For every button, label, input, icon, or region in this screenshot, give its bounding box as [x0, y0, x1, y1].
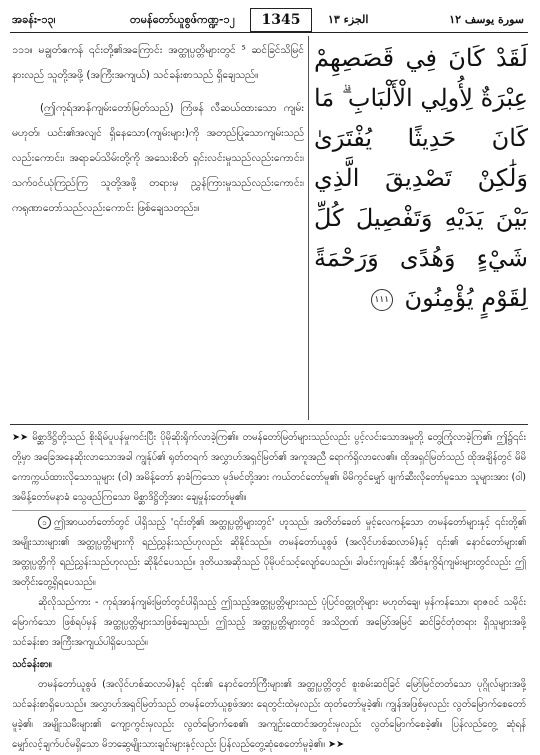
note-number-marker: ၁	[38, 516, 51, 529]
page-number: 1345	[250, 8, 312, 32]
ayah-number-marker: ١١١	[371, 289, 393, 311]
translation-continuation: (ဤကုရ်အာန်ကျမ်းတော်မြတ်သည်) ကြံဖန် လီဆယ်ထားသော ကျမ်းမဟုတ်၊ ယင်း၏အလျင် ရှိနေသော(ကျမ်းများ)ကို အတည်ပြုသောကျမ်းသည် လည်းကောင်း၊ အရာခပ်သိမ်းတို့ကို အသေးစိတ် ရှင်းလင်းမှုသည်လည်းကောင်း၊ သက်ဝင်ယုံကြည်ကြ သူတို့အဖို့ တရားမှ ညွှန်ကြားမှုသည်လည်းကောင်း၊ ကရုဏာတော်သည်လည်းကောင်း ဖြစ်ချေသတည်း။	[12, 102, 304, 214]
footnote-2: ဆိုလိုသည်ကား - ကုရ်အာန်ကျမ်းမြတ်တွင်ပါရှိသည့် ဤသည့်အတ္ထုပ္ပတ္တိများသည် ပုံပြင်ဝတ္ထုတိုများ မဟုတ်ချေ၊ မှန်ကန်သော၊ ရာဇဝင် သမိုင်းမြောက်သော ဖြစ်ရပ်မှန် အတ္ထုပ္ပတ္တိများသာဖြစ်ချေသည်၊ ဤသည့် အတ္ထုပ္ပတ္တိများတွင် အသိဉာဏ် အမြော်အမြင် ဆင်ခြင်တုံတရား ရှိသူများအဖို့ သင်ခန်းစာ အကြီးအကျယ်ပါရှိပေသည်။	[12, 597, 526, 648]
book-title: တမန်တော်ယူစွဖ်ကဏ္ဍ-၁၂	[130, 13, 236, 26]
footnotes	[12, 428, 526, 755]
footnote-1	[12, 513, 526, 593]
translation-verse: ၁၁၁။ မချွတ်ဧကန် ၎င်းတို့၏အကြောင်း အတ္ထုပ္ပတ္တိများတွင် ⁵ ဆင်ခြင်သိမြင် နားလည် သူတို့အဖို့ (အကြီးအကျယ်) သင်ခန်းစာသည် ရှိချေသည်။	[12, 44, 304, 81]
surah-label: سورة يوسف ١٢	[449, 13, 524, 26]
footnote-1-text: ဤအာယတ်တော်တွင် ပါရှိသည့် '၎င်းတို့၏ အတ္ထုပ္ပတ္တိများတွင်' ဟူသည်၊ အတိတ်ခေတ် မှုင့်လေကန့်သော တမန်တော်များနှင့် ၎င်းတို့၏ အမျိုးသားများ၏ အတ္ထုပ္ပတ္တိများကို ရည်ညွှန်းသည်ဟုလည်း ဆိုနိုင်သည်။ တမန်တော်ယူစွဖ် (အလိုင်ဟစ်ဆလာမ်)နှင့် ၎င်း၏ နောင်တော်များ၏ အတ္ထုပ္ပတ္တိကို ရည်ညွှန်းသည်ဟုလည်း ဆိုနိုင်ပေသည်။ ဒုတိယအဆိုသည် ပိုမိုပင်သင့်လျော်ပေသည်။ ခါဖင်းကျမ်းနှင့် အီဗ်နုကွိရ်ကျမ်းများတွင်လည်း ဤအတိုင်းတွေ့ရှိရပေသည်။	[12, 517, 526, 588]
translation-column	[12, 38, 304, 221]
lesson-text: တမန်တော်ယူစွဖ် (အလိုင်ဟစ်ဆလာမ်)နှင့် ၎င်း၏ နောင်တော်ကြီးများ၏ အတ္ထုပ္ပတ္တိတွင် စူးစမ်းဆင်ခြင် မြော်မြင်တတ်သော ပုဂ္ဂိုလ်များအဖို့ သင်ခန်းစာရှိပေသည်။ အလွှာဟ်အရှင်မြတ်သည် တမန်တော်ယူစွဖ်အား ရေတွင်းထဲမှလည်း ထုတ်တော်မူခဲ့၏၊ ကျွန်အဖြစ်မှလည်း လွတ်မြောက်စေတော်မူခဲ့၏၊ အမျိုးသမီးများ၏ ကျော့ကွင်းမှလည်း လွတ်မြောက်စေ၏၊ အကျဉ်းထောင်အတွင်းမှလည်း လွတ်မြောက်စေခဲ့၏။ ပြန်လည်တွေ့ ဆုံရန် မျှော်လင့်ချက်ပင်မရှိသော မိဘဆွေမျိုးသားချင်းများနှင့်လည်း ပြန်လည်တွေ့ဆုံစေတော်မူခဲ့၏။ ➤➤	[12, 679, 526, 750]
header-rule	[10, 32, 528, 33]
section-rule	[10, 424, 528, 425]
juz-label: الجزء ١٣	[328, 13, 369, 26]
page-header	[10, 8, 528, 32]
arabic-verse	[314, 38, 528, 380]
intro-note: ➤➤ မိစ္ဆာဒိဋ္ဌိတို့သည် စိုးရိမ်ပူပန်မှုကင်းပြီး ပိုမိုဆိုးရိုက်လာခဲ့ကြ၏။ တမန်တော်မြတ်များသည်လည်း ပွင့်လင်းသောအမှုတို့ တွေ့ကြုံလာခဲ့ကြ၏၊ ဤ၌၎င်းတို့မှာ အခြေအနေဆိုးလာသောအခါ ကျွန်ုပ်၏ ရုတ်တရက် အလွှာဟ်အရှင်မြတ်၏ အကူအညီ ရောက်ရှိလာလေ၏။ ထိုအရှင်မြတ်သည် ထိုအချိန်တွင် မိမိကောက္ကယ်ထားလိုသောသူများ (ဝါ) အမိန့်တော် နာခံကြသော မုဒ်မင်တို့အား ကယ်တင်တော်မူ၏၊ မိမိကွင်မျှော် ဖျက်ဆီးလိုတော်မူသော သူများအား (ဝါ) အမိန့်တော်မနာခံ သွေဖည်ကြသော မိစ္ဆာဒိဋ္ဌိတို့အား ချေမှုန်းတော်မူ၏။	[12, 428, 526, 511]
arabic-verse-text: لَقَدْ كَانَ فِي قَصَصِهِمْ عِبْرَةٌ لِأُولِي الْأَلْبَابِ ۗ مَا كَانَ حَدِيثًا يُفْتَرَىٰ وَلَٰكِنْ تَصْدِيقَ الَّذِي بَيْنَ يَدَيْهِ وَتَفْصِيلَ كُلِّ شَيْءٍ وَهُدًى وَرَحْمَةً لِقَوْمٍ يُؤْمِنُونَ	[314, 44, 528, 312]
lesson-heading: သင်ခန်းစာ။	[12, 659, 52, 670]
chapter-label: အခန်း-၁၃၊	[12, 13, 56, 26]
column-divider	[308, 36, 309, 420]
